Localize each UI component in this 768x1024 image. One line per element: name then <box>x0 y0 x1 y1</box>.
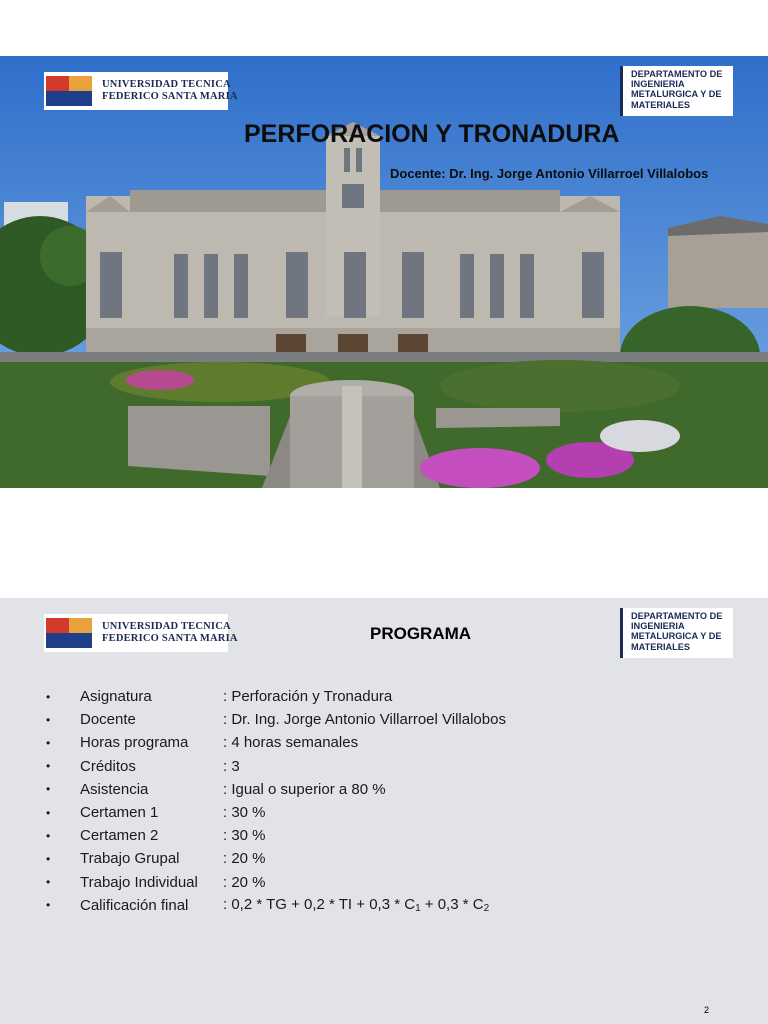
item-value: : 20 % <box>223 850 266 868</box>
department-name-line2: INGENIERIA <box>631 79 685 90</box>
university-logo <box>44 614 238 652</box>
item-label: Certamen 2 <box>80 827 159 845</box>
list-item <box>46 685 506 708</box>
program-slide <box>0 598 768 1024</box>
item-label: Docente <box>80 711 136 729</box>
bullet-icon: • <box>46 735 51 750</box>
list-item <box>46 731 506 754</box>
list-item <box>46 778 506 801</box>
bullet-icon: • <box>46 712 51 727</box>
department-name-line1: DEPARTAMENTO DE <box>631 69 723 79</box>
formula-prefix: : 0,2 * TG + 0,2 * TI + 0,3 * C <box>223 896 416 914</box>
slide-title: PERFORACION Y TRONADURA <box>244 120 620 148</box>
item-label: Trabajo Individual <box>80 873 198 891</box>
item-value: : 4 horas semanales <box>223 734 359 752</box>
bullet-icon: • <box>46 851 51 866</box>
docente-line: Docente: Dr. Ing. Jorge Antonio Villarroel Villalobos <box>390 166 709 181</box>
item-label: Asignatura <box>80 688 152 706</box>
department-logo <box>620 66 733 116</box>
item-label: Asistencia <box>80 780 149 798</box>
bullet-icon: • <box>46 805 51 820</box>
list-item <box>46 755 506 778</box>
department-logo <box>620 608 733 658</box>
item-value: : 30 % <box>223 827 266 845</box>
bullet-icon: • <box>46 898 51 913</box>
item-value: : 30 % <box>223 804 266 822</box>
item-value: : 3 <box>223 757 240 775</box>
item-value: : Igual o superior a 80 % <box>223 780 386 798</box>
list-item <box>46 801 506 824</box>
item-label: Calificación final <box>80 896 189 914</box>
department-name-line2: INGENIERIA <box>631 621 685 632</box>
list-item <box>46 847 506 870</box>
formula-sub-2: 2 <box>483 903 490 915</box>
department-name-line3: METALURGICA Y DE <box>631 631 722 642</box>
department-name-line4: MATERIALES <box>631 99 691 110</box>
list-item <box>46 824 506 847</box>
item-label: Certamen 1 <box>80 804 159 822</box>
program-title: PROGRAMA <box>370 624 472 643</box>
university-name-line2: FEDERICO SANTA MARIA <box>102 633 238 644</box>
department-name-line3: METALURGICA Y DE <box>631 89 722 100</box>
university-name-line1: UNIVERSIDAD TECNICA <box>102 621 231 632</box>
program-list <box>46 685 506 917</box>
item-label: Horas programa <box>80 734 189 752</box>
university-logo <box>44 72 238 110</box>
university-name-line2: FEDERICO SANTA MARIA <box>102 91 238 102</box>
formula-sub-1: 1 <box>415 903 421 915</box>
item-label: Créditos <box>80 757 136 775</box>
bullet-icon: • <box>46 689 51 704</box>
list-item <box>46 894 506 917</box>
item-value: : Dr. Ing. Jorge Antonio Villarroel Villalobos <box>223 711 506 729</box>
department-name-line4: MATERIALES <box>631 641 691 652</box>
item-value <box>223 896 489 914</box>
department-name-line1: DEPARTAMENTO DE <box>631 611 723 621</box>
university-shield-icon <box>46 618 92 648</box>
list-item <box>46 708 506 731</box>
item-label: Trabajo Grupal <box>80 850 180 868</box>
list-item <box>46 871 506 894</box>
page-number: 2 <box>703 1005 709 1015</box>
bullet-icon: • <box>46 782 51 797</box>
title-slide <box>0 56 768 488</box>
bullet-icon: • <box>46 759 51 774</box>
bullet-icon: • <box>46 875 51 890</box>
formula-mid: + 0,3 * C <box>420 896 484 914</box>
university-name-line1: UNIVERSIDAD TECNICA <box>102 79 231 90</box>
university-shield-icon <box>46 76 92 106</box>
bullet-icon: • <box>46 828 51 843</box>
item-value: : 20 % <box>223 873 266 891</box>
item-value: : Perforación y Tronadura <box>223 688 393 706</box>
